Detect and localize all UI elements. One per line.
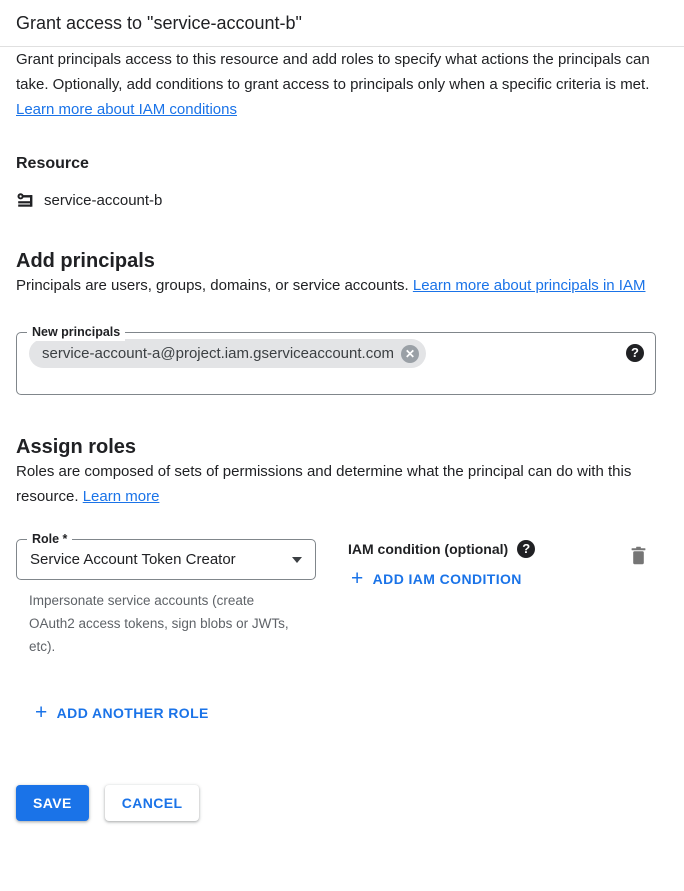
role-binding-row	[16, 532, 656, 658]
iam-condition-column	[348, 539, 535, 590]
resource-item	[16, 192, 656, 209]
dialog-body	[0, 47, 684, 821]
role-column	[16, 532, 316, 658]
principals-link[interactable]: Learn more about principals in IAM	[412, 277, 646, 294]
save-button[interactable]: SAVE	[16, 785, 89, 821]
roles-learn-more-link[interactable]: Learn more	[82, 488, 160, 505]
add-principals-heading: Add principals	[16, 250, 155, 272]
iam-conditions-link[interactable]: Learn more about IAM conditions	[16, 101, 237, 118]
role-label: Role *	[27, 531, 72, 548]
role-selected-value: Service Account Token Creator	[30, 551, 236, 568]
add-iam-condition-label: ADD IAM CONDITION	[372, 571, 522, 587]
principals-text: Principals are users, groups, domains, or service accounts.	[16, 277, 409, 294]
page-title: Grant access to "service-account-b"	[16, 13, 302, 33]
resource-name: service-account-b	[44, 192, 163, 209]
intro-text: Grant principals access to this resource and add roles to specify what actions the principals can take. Optionally, add conditions to grant access to principals only when a specific criteria is met.	[16, 51, 650, 93]
principal-chip	[29, 339, 426, 368]
roles-text: Roles are composed of sets of permissions and determine what the principal can do with this resource.	[16, 463, 632, 505]
assign-roles-description	[16, 459, 656, 509]
assign-roles-heading: Assign roles	[16, 436, 137, 458]
role-select[interactable]	[16, 532, 316, 580]
principal-chip-value: service-account-a@project.iam.gserviceaccount.com	[42, 345, 395, 362]
intro-paragraph	[16, 47, 656, 122]
delete-role-button[interactable]	[630, 546, 647, 568]
add-iam-condition-button[interactable]	[351, 567, 522, 590]
dialog-actions	[16, 785, 656, 821]
add-another-role-label: ADD ANOTHER ROLE	[56, 705, 209, 721]
new-principals-field[interactable]	[16, 325, 656, 395]
add-principals-description	[16, 273, 656, 298]
resource-heading: Resource	[16, 155, 89, 172]
service-account-icon	[16, 192, 35, 209]
new-principals-label: New principals	[27, 324, 125, 341]
plus-icon: +	[351, 567, 364, 590]
plus-icon: +	[35, 701, 48, 724]
principals-help-icon[interactable]: ?	[626, 344, 644, 362]
trash-icon	[630, 546, 647, 565]
iam-condition-label-row	[348, 540, 535, 558]
add-another-role-button[interactable]	[35, 701, 209, 724]
cancel-button[interactable]: CANCEL	[105, 785, 200, 821]
chip-remove-icon[interactable]: ✕	[401, 345, 419, 363]
iam-condition-help-icon[interactable]: ?	[517, 540, 535, 558]
iam-condition-label: IAM condition (optional)	[348, 541, 509, 557]
chevron-down-icon	[292, 557, 302, 563]
role-helper-text: Impersonate service accounts (create OAuth2 access tokens, sign blobs or JWTs, etc).	[29, 593, 289, 654]
